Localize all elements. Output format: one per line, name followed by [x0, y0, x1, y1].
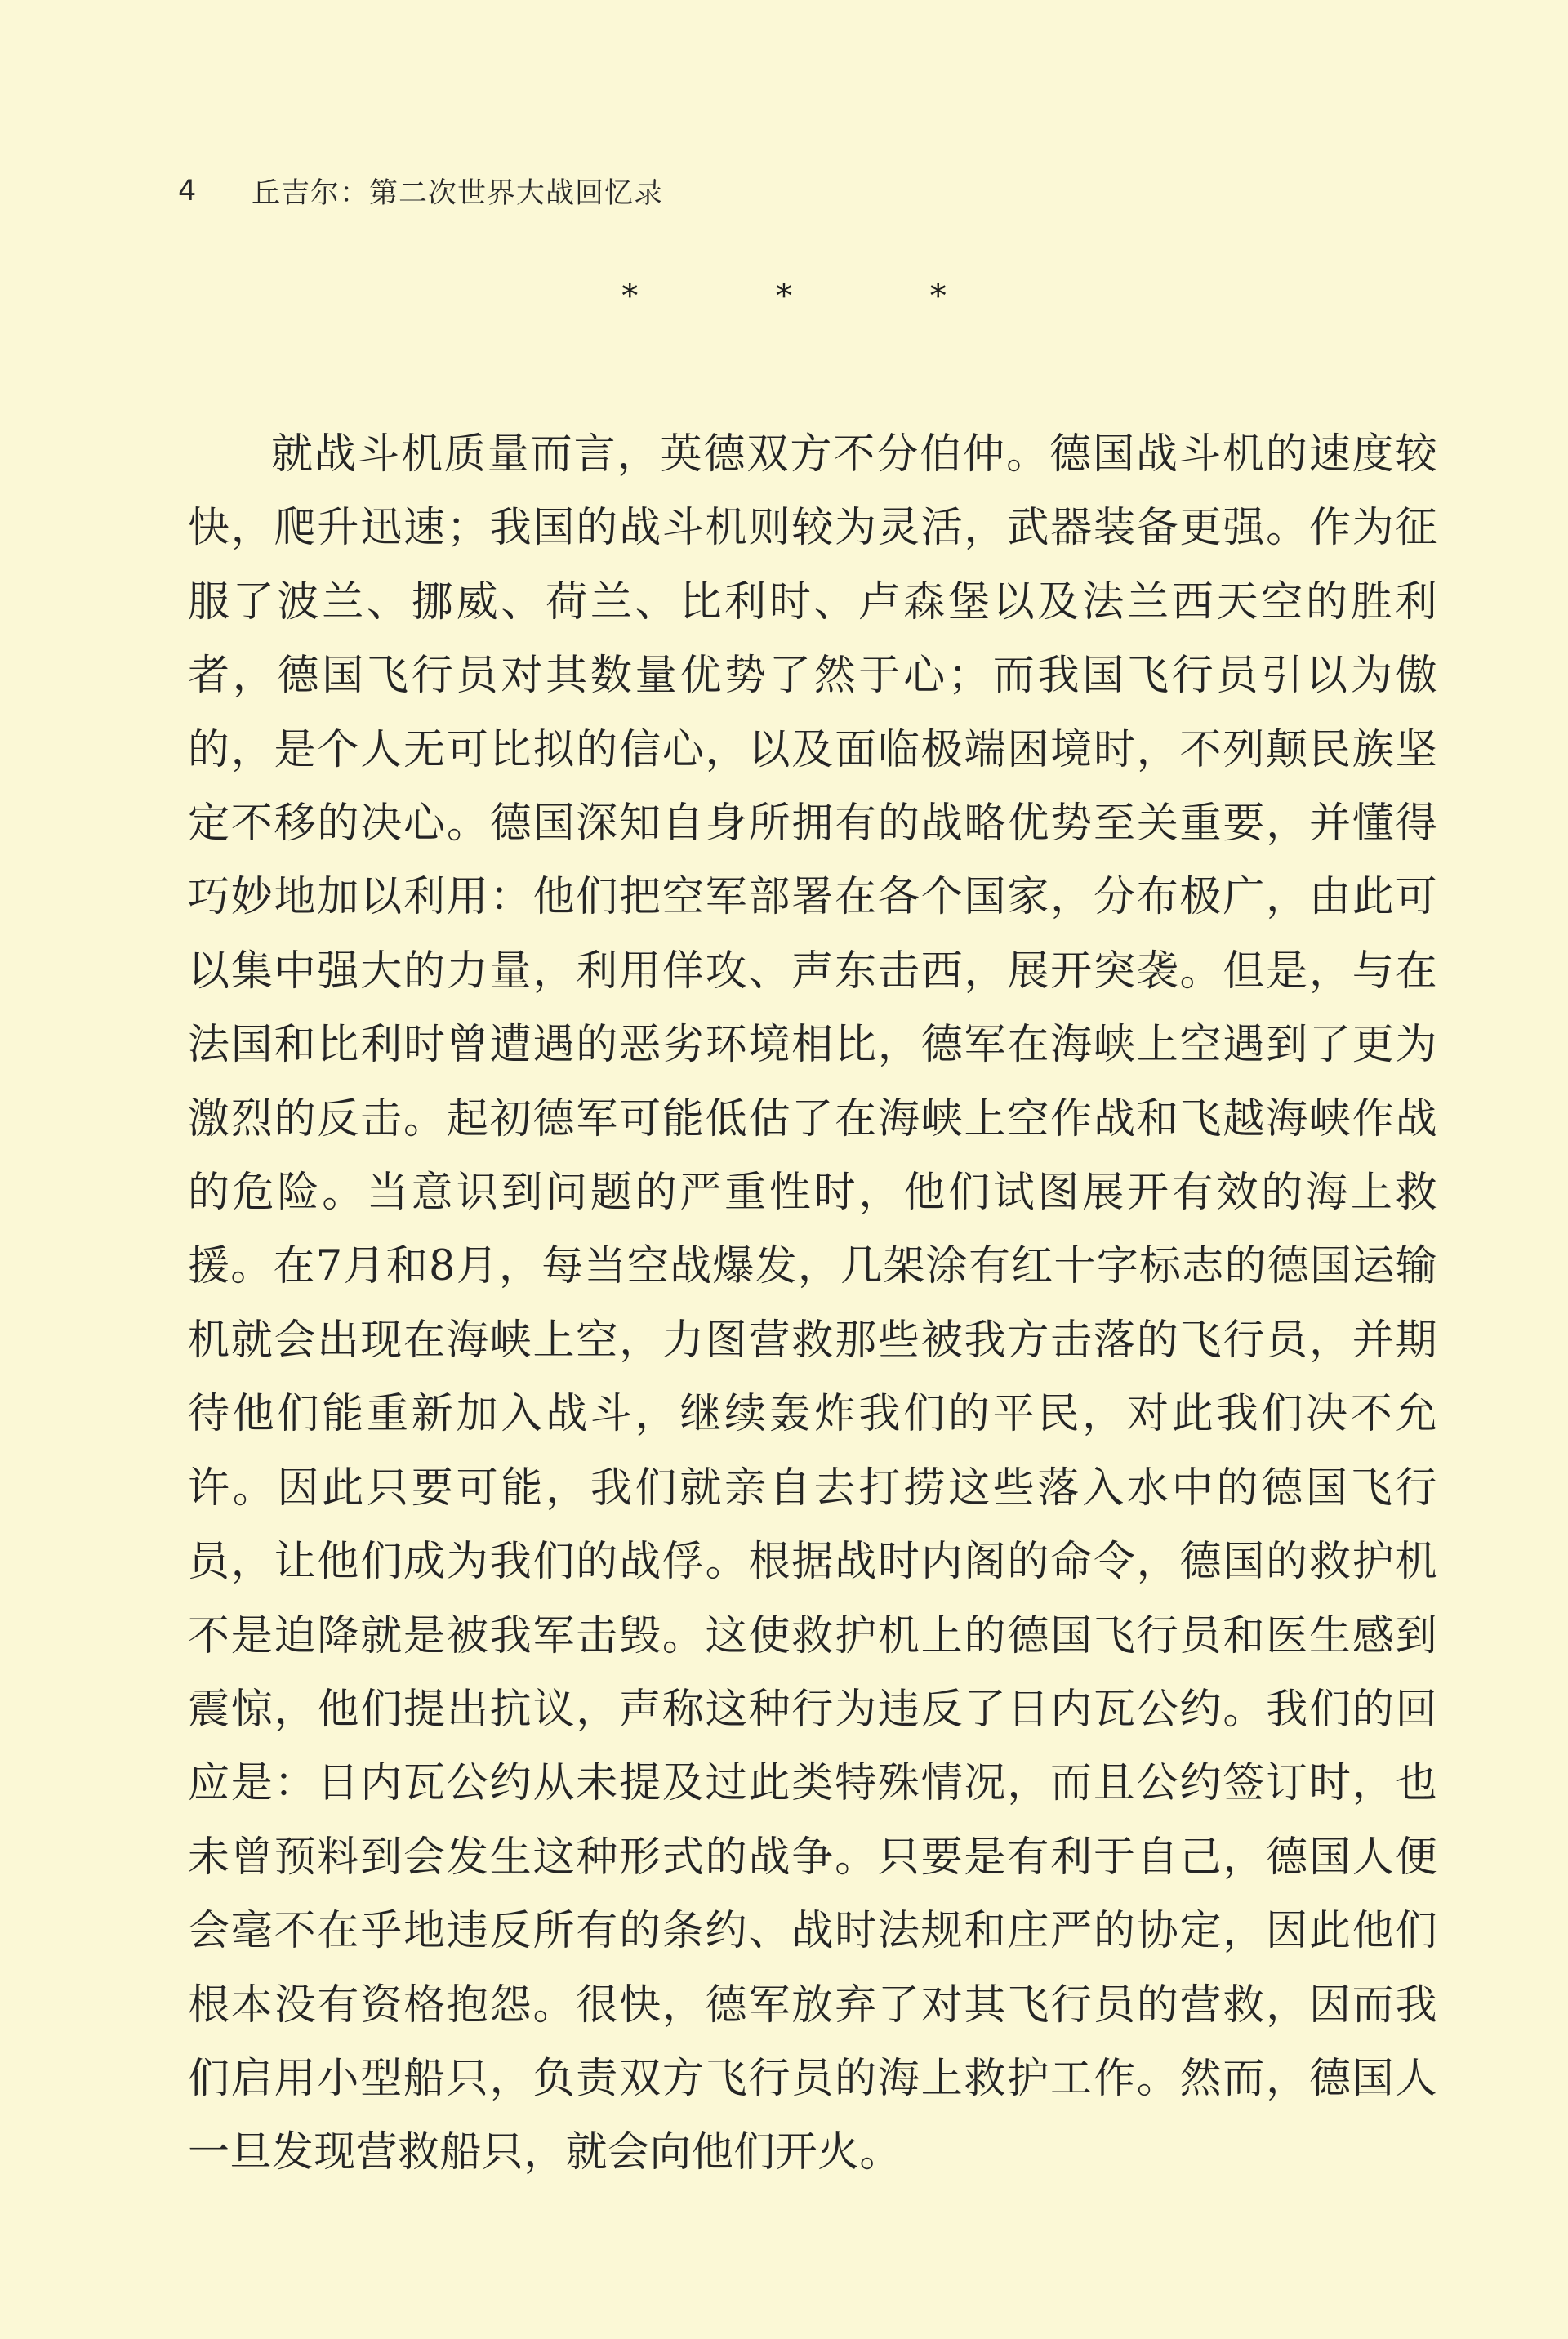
body-paragraph: 就战斗机质量而言，英德双方不分伯仲。德国战斗机的速度较快，爬升迅速；我国的战斗机则较为灵活，武器装备更强。作为征服了波兰、挪威、荷兰、比利时、卢森堡以及法兰西天空的胜利者，德国飞行员对其数量优势了然于心；而我国飞行员引以为傲的，是个人无可比拟的信心，以及面临极端困境时，不列颠民族坚定不移的决心。德国深知自身所拥有的战略优势至关重要，并懂得巧妙地加以利用：他们把空军部署在各个国家，分布极广，由此可以集中强大的力量，利用佯攻、声东击西，展开突袭。但是，与在法国和比利时曾遭遇的恶劣环境相比，德军在海峡上空遇到了更为激烈的反击。起初德军可能低估了在海峡上空作战和飞越海峡作战的危险。当意识到问题的严重性时，他们试图展开有效的海上救援。在7月和8月，每当空战爆发，几架涂有红十字标志的德国运输机就会出现在海峡上空，力图营救那些被我方击落的飞行员，并期待他们能重新加入战斗，继续轰炸我们的平民，对此我们决不允许。因此只要可能，我们就亲自去打捞这些落入水中的德国飞行员，让他们成为我们的战俘。根据战时内阁的命令，德国的救护机不是迫降就是被我军击毁。这使救护机上的德国飞行员和医生感到震惊，他们提出抗议，声称这种行为违反了日内瓦公约。我们的回应是：日内瓦公约从未提及过此类特殊情况，而且公约签订时，也未曾预料到会发生这种形式的战争。只要是有利于自己，德国人便会毫不在乎地违反所有的条约、战时法规和庄严的协定，因此他们根本没有资格抱怨。很快，德军放弃了对其飞行员的营救，因而我们启用小型船只，负责双方飞行员的海上救护工作。然而，德国人一旦发现营救船只，就会向他们开火。 [188, 430, 1437, 2177]
running-header [178, 168, 663, 214]
page-number: 4 [178, 175, 197, 207]
book-title: 丘吉尔：第二次世界大战回忆录 [252, 177, 664, 210]
section-separator: * * * [621, 278, 1010, 315]
